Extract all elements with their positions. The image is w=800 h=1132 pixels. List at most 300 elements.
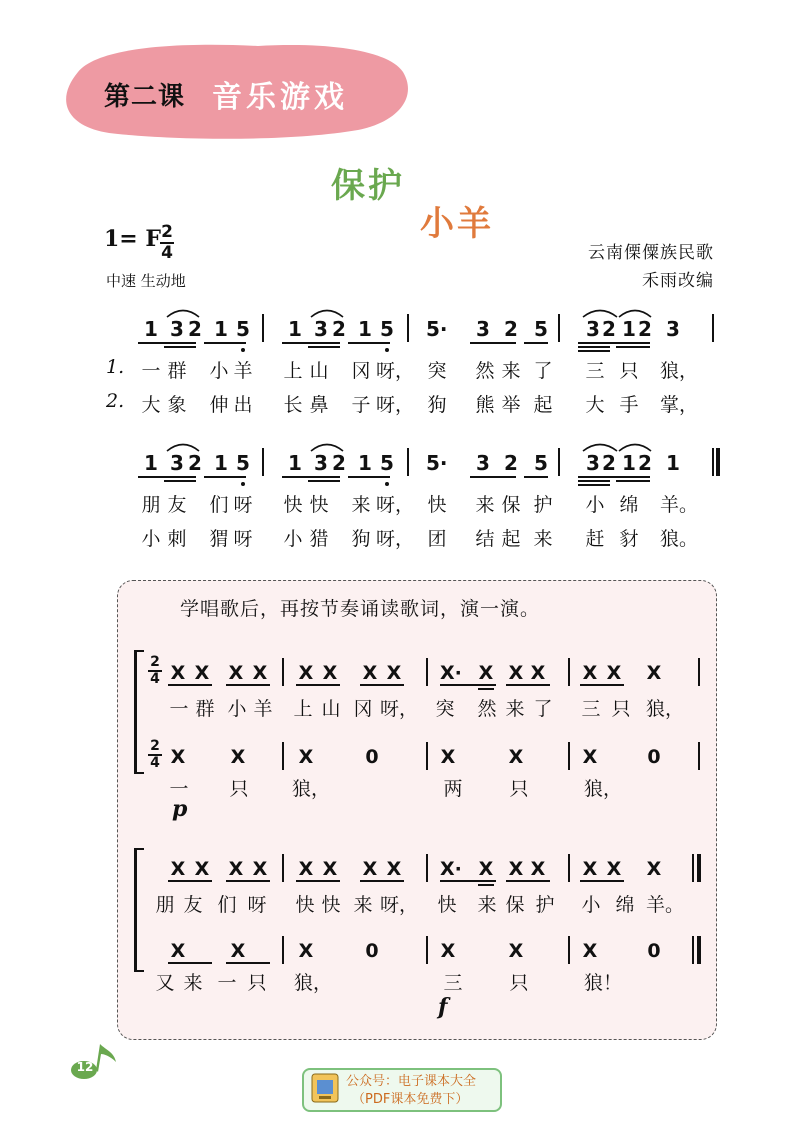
rhythm-note: X [606,858,622,880]
bar-line [692,936,694,964]
rhythm-note: X [362,858,378,880]
bar-line [558,314,560,342]
rhythm-note: X [230,746,246,768]
beam [578,342,650,344]
note: 3 [314,317,328,341]
rhythm-lyric: 又 [155,972,175,994]
note: 1 [622,317,636,341]
rhythm-lyric: 羊 [253,698,273,720]
rhythm-note: X [440,940,456,962]
rhythm-lyric: 突 [435,698,455,720]
system-bracket [134,650,137,774]
lyric: 来 [501,360,521,382]
time-bottom: 4 [150,755,160,771]
bar-line [282,742,284,770]
rhythm-lyric: 只 [229,778,249,800]
note: 3 [170,451,184,475]
rhythm-lyric: 狼， [646,698,685,720]
key-signature: 1= F [104,226,162,252]
rhythm-lyric: 朋 [155,894,175,916]
rhythm-note: X [386,858,402,880]
time-signature [160,224,174,262]
beam [348,342,390,344]
slur [582,308,618,318]
rhythm-note: X [170,858,186,880]
bar-line [426,658,428,686]
bar-line [568,936,570,964]
rhythm-time-signature-2 [148,740,162,770]
lyric: 突 [427,360,447,382]
rhythm-lyric: 保 [505,894,525,916]
beam [226,684,270,686]
note: 5· [426,317,448,341]
rhythm-note: X [646,662,662,684]
beam [168,684,212,686]
rhythm-note: X [440,746,456,768]
lyric: 子 [351,394,371,416]
note: 1 [288,451,302,475]
system-bracket [134,772,144,774]
lyric: 团 [427,528,447,550]
rhythm-note: X [582,746,598,768]
lyric: 友 [167,494,187,516]
rhythm-lyric: 呀 [247,894,267,916]
bar-line [558,448,560,476]
lyric: 刺 [167,528,187,550]
beam [524,342,548,344]
octave-dot [241,482,245,486]
lyric: 出 [233,394,253,416]
lesson-title: 音乐游戏 [212,80,348,115]
beam [138,342,196,344]
lesson-number: 第二课 [104,82,186,112]
rhythm-lyric: 小 [227,698,247,720]
rhythm-lyric: 只 [509,778,529,800]
rhythm-note: X· [440,662,462,684]
lyric: 手 [619,394,639,416]
lyric: 呀， [376,494,415,516]
bar-line [568,658,570,686]
rhythm-note: X [170,662,186,684]
bar-line [262,448,264,476]
octave-dot [385,348,389,352]
slur [166,308,200,318]
rhythm-lyric: 狼！ [584,972,623,994]
lyric: 掌， [660,394,699,416]
rhythm-lyric: 然 [477,698,497,720]
system-bracket [134,970,144,972]
rhythm-lyric: 护 [535,894,555,916]
rhythm-note: X [322,858,338,880]
rhythm-lyric: 三 [581,698,601,720]
rhythm-lyric: 们 [217,894,237,916]
note: 3 [476,317,490,341]
rhythm-lyric: 两 [443,778,463,800]
beam [578,476,650,478]
lyric: 小 [585,494,605,516]
beam [506,880,550,882]
lyric: 羊 [233,360,253,382]
note: 1 [214,317,228,341]
slur [582,442,618,452]
beam [348,476,390,478]
bar-line [282,658,284,686]
lyric: 大 [141,394,161,416]
beam [578,346,610,348]
beam [578,484,610,486]
note: 2 [332,451,346,475]
lyric: 鼻 [309,394,329,416]
lyric: 们 [209,494,229,516]
rhythm-note: X [298,662,314,684]
beam [524,476,548,478]
rhythm-note: X [582,858,598,880]
rhythm-lyric: 狼， [584,778,623,800]
beam [282,476,340,478]
bar-line [712,448,714,476]
lyric: 护 [533,494,553,516]
slur [166,442,200,452]
note: 2 [188,451,202,475]
rhythm-lyric: 小 [581,894,601,916]
lyric: 三 [585,360,605,382]
beam [580,880,624,882]
note: 3 [314,451,328,475]
lyric: 一 [141,360,161,382]
rhythm-lyric: 一 [169,698,189,720]
lyric: 起 [501,528,521,550]
activity-box [117,580,717,1040]
lyric: 羊。 [660,494,699,516]
lyric: 伸 [209,394,229,416]
rhythm-note: X [582,662,598,684]
rhythm-note: 0 [365,746,379,768]
lyric: 呀， [376,528,415,550]
verse-number-1: 1. [106,356,125,378]
rhythm-note: 0 [647,746,661,768]
rhythm-lyric: 了 [533,698,553,720]
rhythm-note: X [228,858,244,880]
beam [506,684,550,686]
rhythm-note: X [322,662,338,684]
bar-line [262,314,264,342]
bar-line [698,658,700,686]
beam [580,684,624,686]
note: 1 [288,317,302,341]
page-number: 12 [76,1060,94,1074]
note: 3 [170,317,184,341]
slur [310,442,344,452]
rhythm-lyric: 三 [443,972,463,994]
final-bar-line [697,936,701,964]
lyric: 来 [533,528,553,550]
beam [138,476,196,478]
lyric: 呀 [233,494,253,516]
lyric: 熊 [475,394,495,416]
rhythm-lyric: 快 [295,894,315,916]
beam [478,884,494,886]
bar-line [282,936,284,964]
rhythm-note: X [298,940,314,962]
system-bracket [134,848,137,972]
beam [296,880,340,882]
note: 5 [236,451,250,475]
beam [360,880,404,882]
rhythm-note: X [362,662,378,684]
note: 3 [586,451,600,475]
rhythm-note: X [194,662,210,684]
rhythm-note: X [508,858,524,880]
beam [308,346,340,348]
beam [470,476,516,478]
rhythm-note: X [646,858,662,880]
rhythm-lyric: 上 [293,698,313,720]
rhythm-lyric: 一 [217,972,237,994]
note: 2 [638,451,652,475]
bar-line [698,742,700,770]
rhythm-note: X [508,662,524,684]
note: 5 [534,317,548,341]
beam [164,480,196,482]
rhythm-lyric: 绵 [615,894,635,916]
song-title-part2: 小羊 [420,204,494,244]
lyric: 然 [475,360,495,382]
lyric: 赶 [585,528,605,550]
beam [204,476,246,478]
watermark-line1: 公众号：电子课本大全 [346,1074,477,1089]
beam [226,880,270,882]
final-bar-line [716,448,720,476]
note: 1 [622,451,636,475]
lyric: 来 [351,494,371,516]
bar-line [282,854,284,882]
note: 5 [534,451,548,475]
rhythm-lyric: 来 [477,894,497,916]
rhythm-lyric: 只 [509,972,529,994]
rhythm-lyric: 来 [353,894,373,916]
rhythm-note: X [508,746,524,768]
rhythm-note: X [170,940,186,962]
bar-line [426,936,428,964]
system-bracket [134,848,144,850]
rhythm-note: X [530,858,546,880]
beam [470,342,516,344]
dynamic-piano: p [172,796,188,822]
slur [310,308,344,318]
rhythm-lyric: 羊。 [646,894,685,916]
bar-line [407,448,409,476]
beam [616,346,650,348]
note: 3 [476,451,490,475]
watermark-line2: （PDF课本免费下） [352,1092,469,1107]
rhythm-note: X [298,858,314,880]
beam [204,342,246,344]
lyric: 狼， [660,360,699,382]
note: 2 [602,317,616,341]
note: 2 [504,317,518,341]
rhythm-lyric: 一 [169,778,189,800]
beam [360,684,404,686]
rhythm-lyric: 来 [505,698,525,720]
rhythm-lyric: 群 [195,698,215,720]
lyric: 保 [501,494,521,516]
rhythm-lyric: 只 [611,698,631,720]
rhythm-note: X [252,858,268,880]
beam [616,480,650,482]
activity-instruction: 学唱歌后，再按节奏诵读歌词，演一演。 [180,598,541,620]
lyric: 绵 [619,494,639,516]
rhythm-note: X [298,746,314,768]
time-top: 2 [150,654,160,670]
beam [168,962,212,964]
lyric: 了 [533,360,553,382]
note: 5 [236,317,250,341]
note: 3 [586,317,600,341]
lyric: 结 [475,528,495,550]
lyric: 群 [167,360,187,382]
lyric: 快 [309,494,329,516]
slur [618,308,652,318]
beam [296,684,340,686]
rhythm-lyric: 快 [437,894,457,916]
beam [282,342,340,344]
beam [164,346,196,348]
beam [226,962,270,964]
rhythm-lyric: 冈 [353,698,373,720]
rhythm-time-signature-1 [148,656,162,686]
lyric: 呀 [233,528,253,550]
lyric: 大 [585,394,605,416]
rhythm-lyric: 山 [321,698,341,720]
lyric: 小 [209,360,229,382]
octave-dot [241,348,245,352]
note: 2 [602,451,616,475]
note: 1 [144,451,158,475]
slur [618,442,652,452]
lyric: 快 [427,494,447,516]
song-title-part1: 保护 [331,166,405,206]
bar-line [568,742,570,770]
bar-line [692,854,694,882]
rhythm-lyric: 友 [183,894,203,916]
rhythm-note: X [228,662,244,684]
dynamic-forte: f [438,994,448,1020]
rhythm-note: X [230,940,246,962]
beam [578,480,610,482]
lyric: 举 [501,394,521,416]
rhythm-lyric: 快 [321,894,341,916]
rhythm-note: X [606,662,622,684]
lyric: 狼。 [660,528,699,550]
bar-line [426,854,428,882]
rhythm-note: X [582,940,598,962]
rhythm-note: X [530,662,546,684]
octave-dot [385,482,389,486]
rhythm-lyric: 来 [183,972,203,994]
time-top: 2 [150,738,160,754]
song-arranger: 禾雨改编 [642,271,714,291]
lyric: 狗 [427,394,447,416]
beam [478,688,494,690]
lyric: 来 [475,494,495,516]
bar-line [407,314,409,342]
final-bar-line [697,854,701,882]
note: 2 [332,317,346,341]
verse-number-2: 2. [106,390,125,412]
lyric: 小 [141,528,161,550]
lyric: 长 [283,394,303,416]
time-top: 2 [161,222,173,242]
beam [308,480,340,482]
lyric: 快 [283,494,303,516]
rhythm-note: X [386,662,402,684]
rhythm-note: X [478,858,494,880]
beam [168,880,212,882]
lyric: 猎 [309,528,329,550]
lyric: 小 [283,528,303,550]
note: 2 [504,451,518,475]
bar-line [568,854,570,882]
lyric: 猬 [209,528,229,550]
note: 5 [380,317,394,341]
note: 2 [638,317,652,341]
beam [440,684,496,686]
time-bottom: 4 [161,243,173,263]
lyric: 起 [533,394,553,416]
tempo-marking: 中速 生动地 [106,272,186,290]
lyric: 呀， [376,394,415,416]
time-bottom: 4 [150,671,160,687]
rhythm-note: X [508,940,524,962]
rhythm-note: X [478,662,494,684]
note: 5· [426,451,448,475]
lyric: 冈 [351,360,371,382]
lyric: 象 [167,394,187,416]
note: 1 [144,317,158,341]
rhythm-note: 0 [365,940,379,962]
rhythm-note: X [252,662,268,684]
rhythm-lyric: 呀， [380,894,419,916]
bar-line [712,314,714,342]
lyric: 上 [283,360,303,382]
note: 1 [666,451,680,475]
system-bracket [134,650,144,652]
song-origin: 云南傈僳族民歌 [588,243,714,263]
lyric: 狗 [351,528,371,550]
rhythm-lyric: 狼， [294,972,333,994]
note: 5 [380,451,394,475]
rhythm-lyric: 只 [247,972,267,994]
note: 1 [358,317,372,341]
lyric: 豺 [619,528,639,550]
rhythm-note: X [170,746,186,768]
rhythm-lyric: 呀， [380,698,419,720]
bar-line [426,742,428,770]
note: 3 [666,317,680,341]
rhythm-lyric: 狼， [292,778,331,800]
beam [578,350,610,352]
book-icon [310,1072,340,1104]
rhythm-note: X· [440,858,462,880]
lyric: 朋 [141,494,161,516]
lyric: 只 [619,360,639,382]
note: 2 [188,317,202,341]
lyric: 山 [309,360,329,382]
rhythm-note: 0 [647,940,661,962]
beam [440,880,496,882]
note: 1 [358,451,372,475]
lyric: 呀， [376,360,415,382]
